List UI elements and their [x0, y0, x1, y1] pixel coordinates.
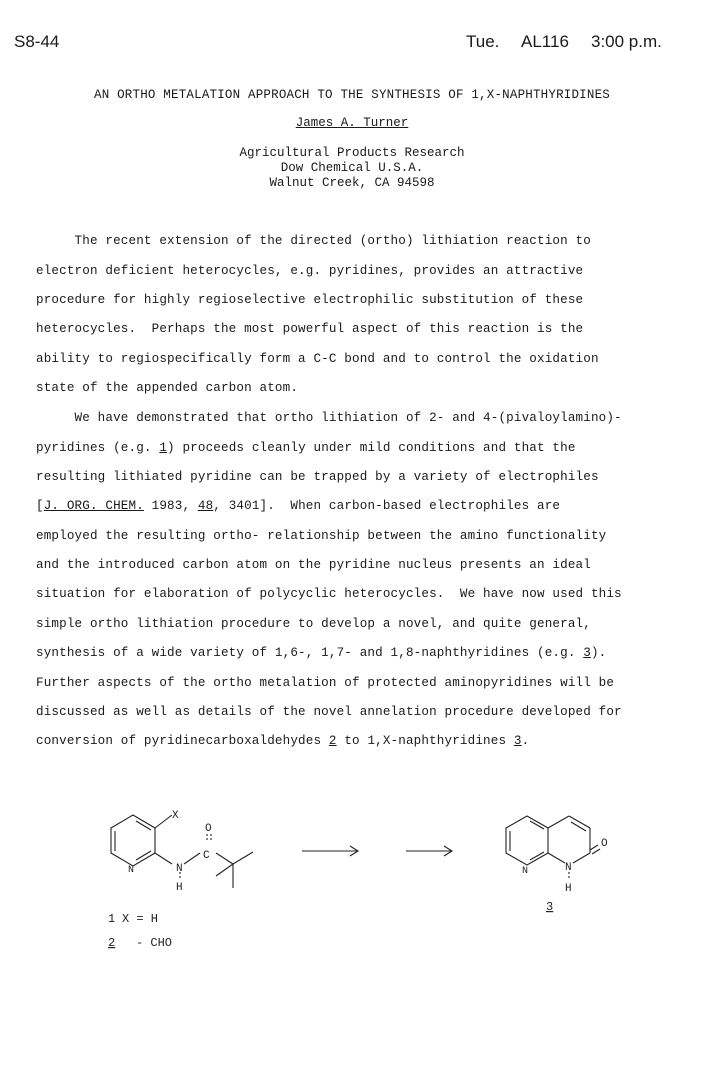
atom-label-n: N: [128, 865, 135, 876]
body-text-line: We have demonstrated that ortho lithiation of 2- and 4-(pivaloylamino)-: [36, 411, 622, 425]
atom-label-h: H: [565, 883, 572, 895]
body-text-line: heterocycles. Perhaps the most powerful aspect of this reaction is the: [36, 322, 584, 336]
affiliation-line: Agricultural Products Research: [239, 146, 465, 160]
atom-label-o: O: [205, 823, 212, 835]
body-text-line: discussed as well as details of the novel annelation procedure developed for: [36, 705, 622, 719]
compound-ref: 3: [513, 734, 522, 748]
atom-label-o: O: [601, 838, 608, 850]
body-text-line: employed the resulting ortho- relationship between the amino functionality: [36, 529, 607, 543]
body-text-line: Further aspects of the ortho metalation of protected aminopyridines will be: [36, 676, 615, 690]
affiliation-line: Walnut Creek, CA 94598: [269, 176, 435, 190]
body-text-line: pyridines (e.g. 1) proceeds cleanly under mild conditions and that the: [36, 441, 576, 455]
compound-ref: 2: [328, 734, 337, 748]
atom-label-n: N: [565, 862, 572, 874]
legend-text: - CHO: [136, 936, 173, 950]
body-text-line: and the introduced carbon atom on the pyridine nucleus presents an ideal: [36, 558, 591, 572]
body-text-line: situation for elaboration of polycyclic heterocycles. We have now used this: [36, 587, 622, 601]
compound-ref: 3: [583, 646, 591, 660]
paper-title: AN ORTHO METALATION APPROACH TO THE SYNTHESIS OF 1,X-NAPHTHYRIDINES: [94, 88, 610, 102]
session-room: AL116: [521, 32, 569, 51]
legend-number: 2: [108, 936, 116, 950]
atom-label-x: X: [172, 810, 179, 822]
body-text-line: [J. ORG. CHEM. 1983, 48, 3401]. When carbon-based electrophiles are: [36, 499, 561, 513]
body-text-line: ability to regiospecifically form a C-C bond and to control the oxidation: [36, 352, 599, 366]
body-text-line: procedure for highly regioselective electrophilic substitution of these: [36, 293, 584, 307]
author-name: James A. Turner: [295, 116, 409, 130]
body-text-line: state of the appended carbon atom.: [36, 381, 299, 395]
compound-ref: 1: [159, 441, 168, 455]
atom-label-h: H: [176, 882, 183, 894]
session-code: S8-44: [14, 32, 60, 51]
journal-volume: 48: [197, 499, 214, 513]
pyridine-ring-structure: [111, 815, 253, 888]
atom-label-n: N: [176, 863, 183, 875]
body-text-line: The recent extension of the directed (ortho) lithiation reaction to: [36, 234, 591, 248]
compound-number-3: 3: [546, 900, 554, 914]
body-text-line: electron deficient heterocycles, e.g. pyridines, provides an attractive: [36, 264, 584, 278]
affiliation-line: Dow Chemical U.S.A.: [280, 161, 424, 175]
legend-text: X = H: [122, 912, 159, 926]
body-text-line: synthesis of a wide variety of 1,6-, 1,7- and 1,8-naphthyridines (e.g. 3).: [36, 646, 607, 660]
session-time: 3:00 p.m.: [591, 32, 662, 51]
reaction-arrows: [302, 846, 452, 856]
legend-number: 1: [108, 912, 116, 926]
body-text-line: conversion of pyridinecarboxaldehydes 2 to 1,X-naphthyridines 3.: [36, 734, 530, 748]
journal-ref: J. ORG. CHEM.: [43, 499, 144, 513]
atom-label-n: N: [522, 866, 529, 877]
body-text-line: simple ortho lithiation procedure to develop a novel, and quite general,: [36, 617, 591, 631]
body-text-line: resulting lithiated pyridine can be trapped by a variety of electrophiles: [36, 470, 599, 484]
atom-label-c: C: [203, 850, 210, 862]
session-day: Tue.: [466, 32, 500, 51]
naphthyridinone-structure: [506, 816, 600, 880]
